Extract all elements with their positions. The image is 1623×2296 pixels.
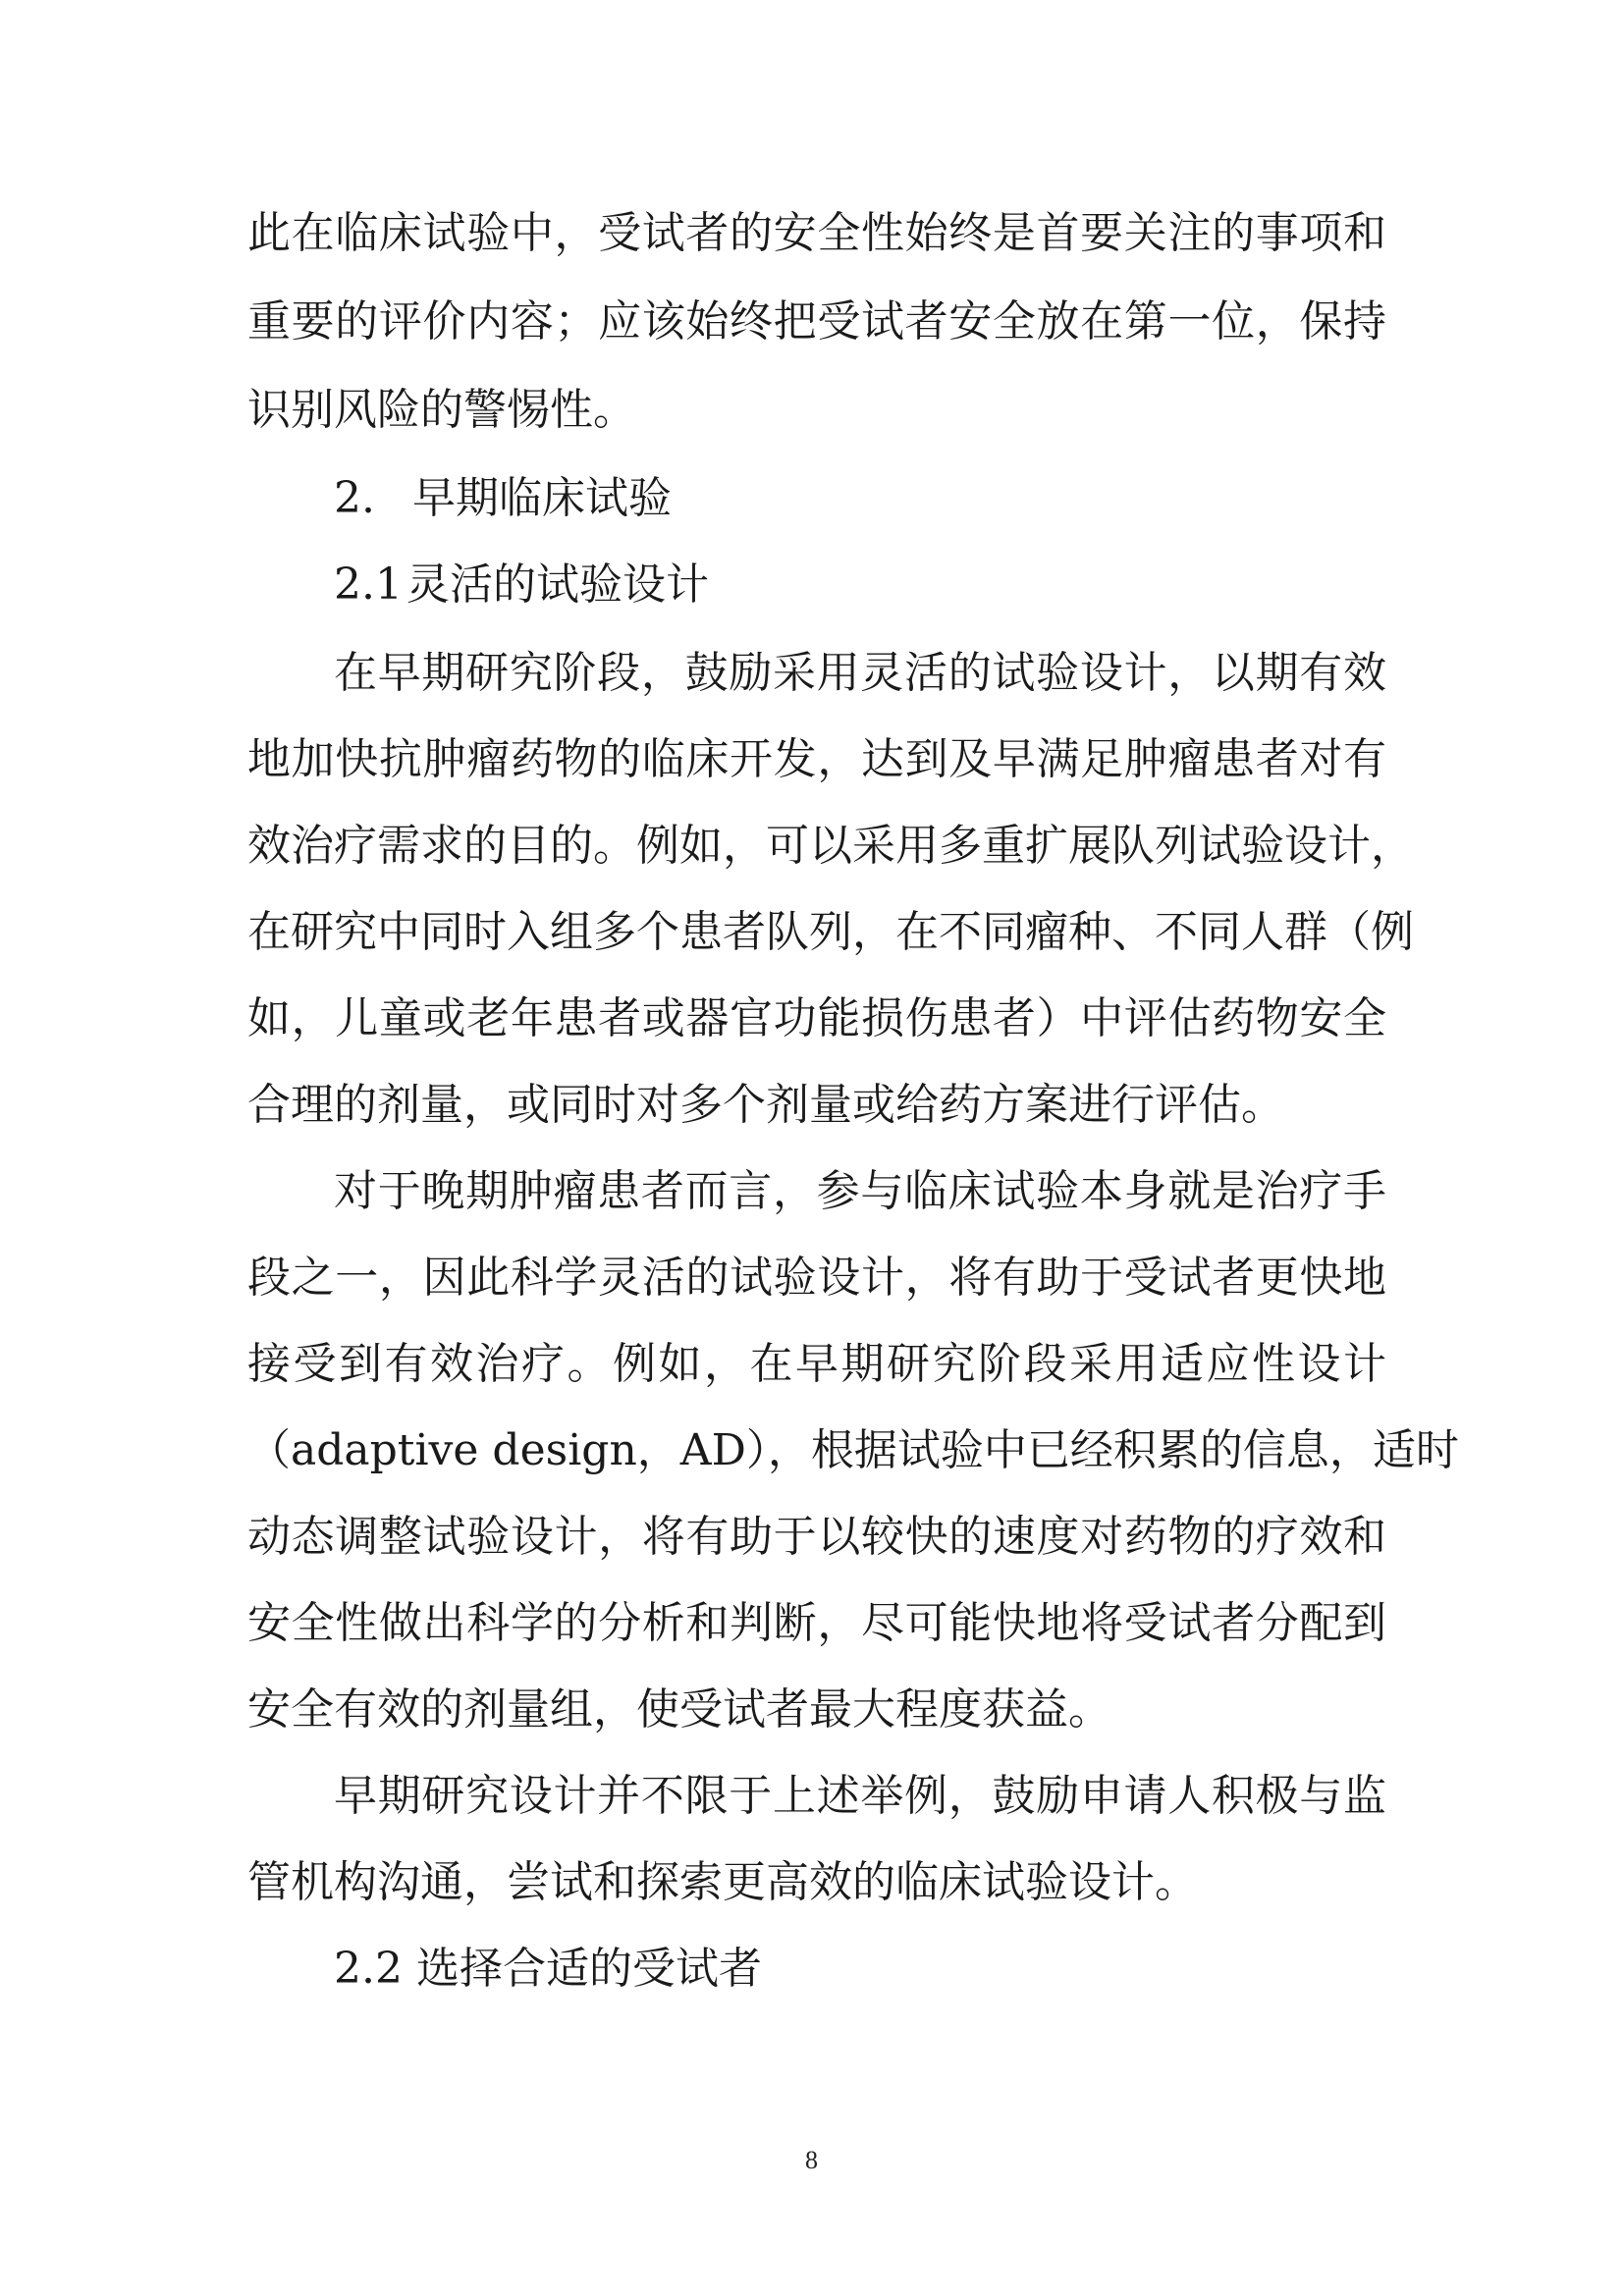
text-line: 在研究中同时入组多个患者队列，在不同瘤种、不同人群（例 <box>247 907 1414 957</box>
text-line: 段之一，因此科学灵活的试验设计，将有助于受试者更快地 <box>247 1253 1386 1303</box>
text-line: 在早期研究阶段，鼓励采用灵活的试验设计，以期有效 <box>334 648 1386 698</box>
text-line: 动态调整试验设计，将有助于以较快的速度对药物的疗效和 <box>247 1512 1386 1562</box>
text-line: 识别风险的警惕性。 <box>247 385 636 435</box>
section-number: 2.1 <box>334 560 403 610</box>
text-line: 管机构沟通，尝试和探索更高效的临床试验设计。 <box>247 1857 1198 1907</box>
text-line: 如，儿童或老年患者或器官功能损伤患者）中评估药物安全 <box>247 993 1386 1043</box>
text-line: 安全性做出科学的分析和判断，尽可能快地将受试者分配到 <box>247 1598 1386 1648</box>
text-line: 此在临床试验中，受试者的安全性始终是首要关注的事项和 <box>247 208 1386 258</box>
text-line: 接受到有效治疗。例如，在早期研究阶段采用适应性设计 <box>247 1339 1386 1389</box>
text-line: 早期研究设计并不限于上述举例，鼓励申请人积极与监 <box>334 1771 1386 1821</box>
text-line: 重要的评价内容；应该始终把受试者安全放在第一位，保持 <box>247 296 1386 347</box>
section-title: 灵活的试验设计 <box>406 560 709 610</box>
text-line: 合理的剂量，或同时对多个剂量或给药方案进行评估。 <box>247 1080 1284 1130</box>
section-number: 2. <box>334 473 375 523</box>
text-line: 对于晚期肿瘤患者而言，参与临床试验本身就是治疗手 <box>334 1166 1386 1216</box>
text-line: 效治疗需求的目的。例如，可以采用多重扩展队列试验设计， <box>247 821 1414 871</box>
page-number: 8 <box>805 2146 818 2174</box>
section-heading-2-1 <box>334 556 1386 614</box>
section-heading-2 <box>334 469 1386 528</box>
text-line: （adaptive design，AD），根据试验中已经积累的信息，适时 <box>247 1425 1459 1475</box>
text-line: 地加快抗肿瘤药物的临床开发，达到及早满足肿瘤患者对有 <box>247 734 1386 784</box>
section-heading-2-2: 2.2 选择合适的受试者 <box>334 1944 762 1994</box>
text-line: 安全有效的剂量组，使受试者最大程度获益。 <box>247 1684 1111 1735</box>
section-title: 早期临床试验 <box>412 473 672 523</box>
